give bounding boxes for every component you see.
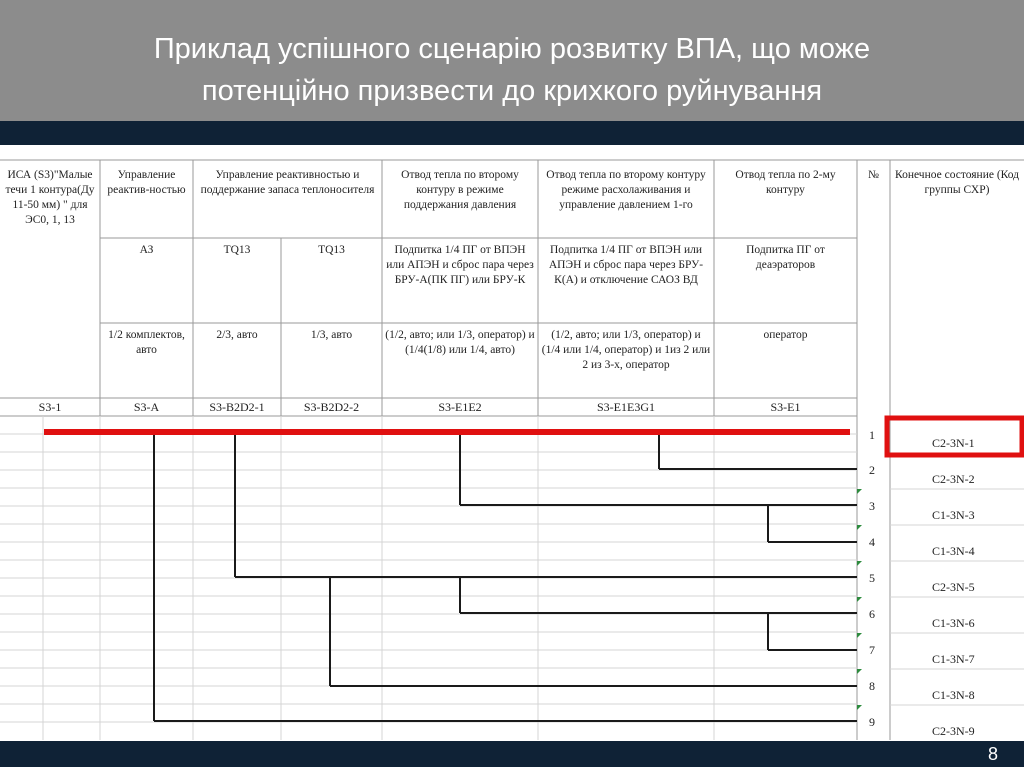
action-cell: TQ13 <box>223 244 251 256</box>
action-cell: Подпитка 1/4 ПГ от ВПЭН или АПЭН и сброс пара через БРУ-К(А) и отключение САОЗ ВД <box>548 244 704 286</box>
condition-cell: (1/2, авто; или 1/3, оператор) и (1/4(1/8) или 1/4, авто) <box>385 329 535 356</box>
header-heat-removal-cooldown: Отвод тепла по второму контуру режиме расхолаживания и управление давлением 1-го <box>546 169 706 211</box>
outcome-code: C1-3N-4 <box>932 544 975 558</box>
header-heat-removal-pressure: Отвод тепла по второму контуру в режиме поддержания давления <box>401 169 519 211</box>
code-cell: S3-A <box>133 400 160 414</box>
tree-branches <box>154 432 857 721</box>
sequence-number: 5 <box>869 571 875 585</box>
header-reactivity-control: Управление реактив-ностью <box>107 169 186 196</box>
code-cell: S3-E1E3G1 <box>597 400 655 414</box>
condition-cell: (1/2, авто; или 1/3, оператор) и (1/4 или 1/4, оператор) и 1из 2 или 2 из 3-х, оператор <box>541 329 711 371</box>
header-heat-removal-2nd: Отвод тепла по 2-му контуру <box>735 169 836 196</box>
outcome-code: C2-3N-9 <box>932 724 975 738</box>
action-cell: TQ13 <box>318 244 345 256</box>
sequence-number: 7 <box>869 643 875 657</box>
condition-cell: оператор <box>763 329 808 341</box>
sequence-number: 9 <box>869 715 875 729</box>
code-cell: S3-E1 <box>770 400 801 414</box>
title-line-2: потенційно призвести до крихкого руйнування <box>201 75 823 107</box>
header-end-state: Конечное состояние (Код группы СХР) <box>894 169 1020 196</box>
sequence-number: 4 <box>869 535 875 549</box>
code-cell: S3-E1E2 <box>438 400 482 414</box>
footer-bar <box>0 741 1024 767</box>
outcome-code: C1-3N-3 <box>932 508 975 522</box>
action-cell: АЗ <box>139 244 154 256</box>
outcome-code: C1-3N-6 <box>932 616 975 630</box>
header-initiating-event: ИСА (S3)"Малые течи 1 контура(Ду 11-50 мм) " для ЭС0, 1, 13 <box>5 169 95 226</box>
outcome-code: C1-3N-7 <box>932 652 975 666</box>
sequence-number: 3 <box>869 499 875 513</box>
title-line-1: Приклад успішного сценарію розвитку ВПА, що може <box>153 33 871 65</box>
header-coolant-inventory: Управление реактивностью и поддержание запаса теплоносителя <box>200 169 375 196</box>
cell-markers <box>857 489 862 710</box>
outcome-code: C1-3N-8 <box>932 688 975 702</box>
sequence-number: 1 <box>869 428 875 442</box>
condition-cell: 2/3, авто <box>216 329 258 341</box>
outcome-code: C2-3N-5 <box>932 580 975 594</box>
code-cell: S3-B2D2-2 <box>303 400 360 414</box>
action-cell: Подпитка ПГ от деаэраторов <box>746 244 825 271</box>
sequence-number: 2 <box>869 463 875 477</box>
sequence-number: 8 <box>869 679 875 693</box>
action-cell: Подпитка 1/4 ПГ от ВПЭН или АПЭН и сброс пара через БРУ-А(ПК ПГ) или БРУ-К <box>386 244 534 286</box>
code-cell: S3-B2D2-1 <box>209 400 265 414</box>
outcome-code: C2-3N-2 <box>932 472 975 486</box>
outcome-code: C2-3N-1 <box>932 436 975 450</box>
code-cell: S3-1 <box>38 400 62 414</box>
page-number: 8 <box>987 744 998 764</box>
condition-cell: 1/2 комплектов, авто <box>108 329 185 356</box>
header-number: № <box>868 169 879 181</box>
condition-cell: 1/3, авто <box>310 329 353 341</box>
sequence-number: 6 <box>869 607 875 621</box>
